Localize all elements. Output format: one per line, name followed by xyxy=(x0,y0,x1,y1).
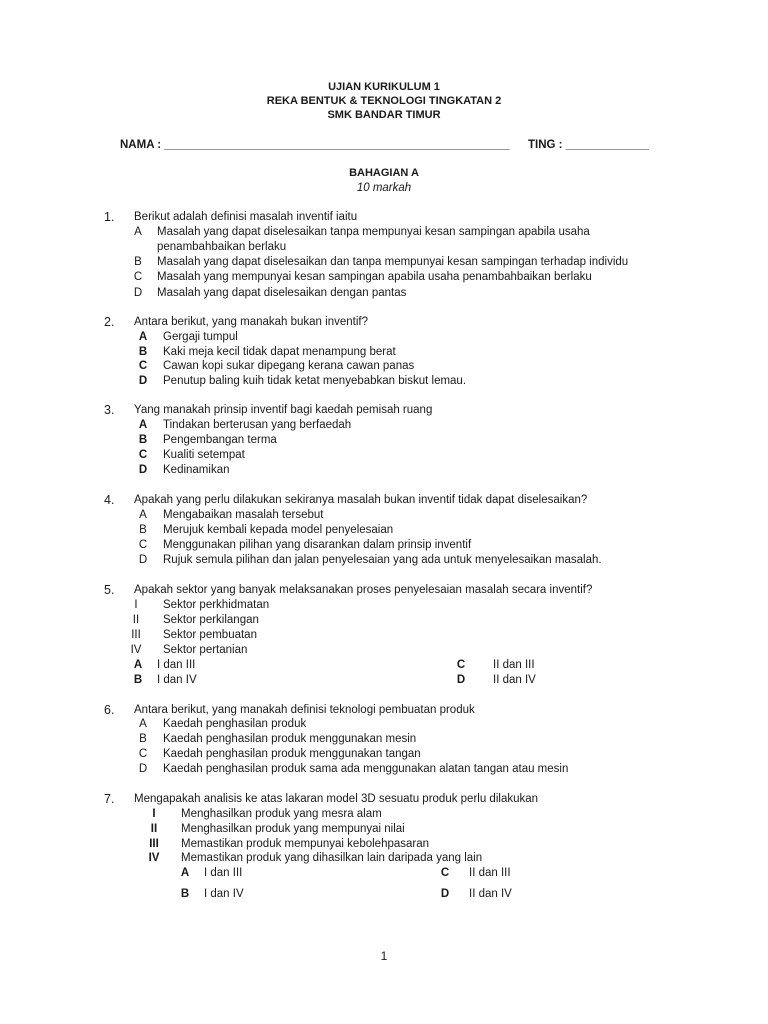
question-text: Yang manakah prinsip inventif bagi kaedah pemisah ruang xyxy=(134,404,433,416)
option-label: C xyxy=(456,659,466,671)
section-title: BAHAGIAN A xyxy=(349,167,419,179)
statement-text: Sektor perkilangan xyxy=(163,614,259,626)
statement-label: IV xyxy=(148,852,160,864)
question-number: 5. xyxy=(104,583,115,597)
option-label: D xyxy=(138,554,148,566)
option-text: Kaki meja kecil tidak dapat menampung berat xyxy=(163,346,396,358)
option-label: D xyxy=(456,674,466,686)
option-text: II dan IV xyxy=(493,674,536,686)
exam-title: UJIAN KURIKULUM 1 xyxy=(328,81,440,93)
option-text: Penutup baling kuih tidak ketat menyebabkan biskut lemau. xyxy=(163,375,467,387)
question-text: Apakah yang perlu dilakukan sekiranya masalah bukan inventif tidak dapat diselesaikan? xyxy=(134,494,588,506)
option-text: Menggunakan pilihan yang disarankan dalam prinsip inventif xyxy=(163,539,472,551)
option-label: D xyxy=(138,464,148,476)
option-label: B xyxy=(133,674,143,686)
option-text: Cawan kopi sukar dipegang kerana cawan panas xyxy=(163,360,415,372)
option-text: Masalah yang dapat diselesaikan dengan pantas xyxy=(157,287,407,299)
option-label: A xyxy=(138,331,148,343)
class-field-label: TING : _____________ xyxy=(528,139,649,151)
option-text: Merujuk kembali kepada model penyelesaian xyxy=(163,524,394,536)
name-field-label: NAMA : ______________________________________________________ xyxy=(120,139,510,151)
option-label: B xyxy=(180,888,190,900)
statement-label: II xyxy=(150,823,158,835)
option-text: II dan III xyxy=(469,867,511,879)
option-text: I dan IV xyxy=(157,674,197,686)
option-text: Masalah yang mempunyai kesan sampingan apabila usaha penambahbaikan berlaku xyxy=(157,271,592,283)
page-number: 1 xyxy=(380,949,388,963)
option-text: Mengabaikan masalah tersebut xyxy=(163,509,324,521)
school-name: SMK BANDAR TIMUR xyxy=(327,109,441,121)
option-text: Pengembangan terma xyxy=(163,434,277,446)
option-label: B xyxy=(139,524,147,536)
question-number: 1. xyxy=(104,210,115,224)
option-text: Masalah yang dapat diselesaikan tanpa mempunyai kesan sampingan apabila usaha xyxy=(157,226,590,238)
option-text: II dan III xyxy=(493,659,535,671)
statement-text: Menghasilkan produk yang mempunyai nilai xyxy=(181,823,405,835)
statement-text: Menghasilkan produk yang mesra alam xyxy=(181,808,382,820)
statement-label: II xyxy=(132,614,140,626)
option-text: Kaedah penghasilan produk sama ada menggunakan alatan tangan atau mesin xyxy=(163,763,569,775)
option-text: I dan III xyxy=(157,659,196,671)
option-text: Kualiti setempat xyxy=(163,449,245,461)
statement-text: Sektor pertanian xyxy=(163,644,248,656)
option-label: D xyxy=(138,375,148,387)
subject-title: REKA BENTUK & TEKNOLOGI TINGKATAN 2 xyxy=(266,95,502,107)
option-text: Kaedah penghasilan produk menggunakan tangan xyxy=(163,748,421,760)
question-text: Antara berikut, yang manakah definisi teknologi pembuatan produk xyxy=(134,704,475,716)
option-label: A xyxy=(139,718,147,730)
option-label: C xyxy=(138,539,148,551)
statement-label: I xyxy=(134,599,138,611)
question-text: Berikut adalah definisi masalah inventif iaitu xyxy=(134,211,358,223)
option-text: Kedinamikan xyxy=(163,464,230,476)
statement-label: IV xyxy=(130,644,142,656)
option-text: Kaedah penghasilan produk menggunakan mesin xyxy=(163,733,417,745)
option-label: A xyxy=(133,659,143,671)
option-label: B xyxy=(138,434,148,446)
option-label: C xyxy=(138,360,148,372)
statement-label: III xyxy=(149,838,159,850)
statement-label: I xyxy=(152,808,156,820)
option-label: C xyxy=(133,271,143,283)
option-label: C xyxy=(138,449,148,461)
option-label: B xyxy=(134,256,142,268)
statement-text: Memastikan produk yang dihasilkan lain daripada yang lain xyxy=(181,852,483,864)
option-text: Gergaji tumpul xyxy=(163,331,238,343)
question-number: 2. xyxy=(104,315,115,329)
option-text: Rujuk semula pilihan dan jalan penyelesaian yang ada untuk menyelesaikan masalah. xyxy=(163,554,602,566)
option-label: B xyxy=(138,346,148,358)
question-number: 6. xyxy=(104,703,115,717)
section-marks: 10 markah xyxy=(356,182,412,194)
question-number: 3. xyxy=(104,403,115,417)
option-label: B xyxy=(139,733,147,745)
option-text: I dan IV xyxy=(204,888,244,900)
option-label: C xyxy=(440,867,450,879)
option-label: A xyxy=(134,226,142,238)
question-text: Mengapakah analisis ke atas lakaran model 3D sesuatu produk perlu dilakukan xyxy=(134,793,539,805)
option-label: D xyxy=(133,287,143,299)
option-text: Kaedah penghasilan produk xyxy=(163,718,307,730)
statement-text: Sektor perkhidmatan xyxy=(163,599,270,611)
option-label: D xyxy=(138,763,148,775)
option-label: D xyxy=(440,888,450,900)
question-text: Antara berikut, yang manakah bukan inventif? xyxy=(134,316,368,328)
option-label: A xyxy=(138,419,148,431)
question-number: 4. xyxy=(104,493,115,507)
question-text: Apakah sektor yang banyak melaksanakan proses penyelesaian masalah secara inventif? xyxy=(134,584,593,596)
question-number: 7. xyxy=(104,792,115,806)
option-label: A xyxy=(180,867,190,879)
option-text: Tindakan berterusan yang berfaedah xyxy=(163,419,352,431)
option-text: penambahbaikan berlaku xyxy=(157,241,287,253)
option-label: C xyxy=(138,748,148,760)
option-text: Masalah yang dapat diselesaikan dan tanpa mempunyai kesan sampingan terhadap individu xyxy=(157,256,629,268)
statement-label: III xyxy=(131,629,141,641)
statement-text: Memastikan produk mempunyai kebolehpasaran xyxy=(181,838,430,850)
statement-text: Sektor pembuatan xyxy=(163,629,257,641)
option-label: A xyxy=(139,509,147,521)
option-text: II dan IV xyxy=(469,888,512,900)
option-text: I dan III xyxy=(204,867,243,879)
